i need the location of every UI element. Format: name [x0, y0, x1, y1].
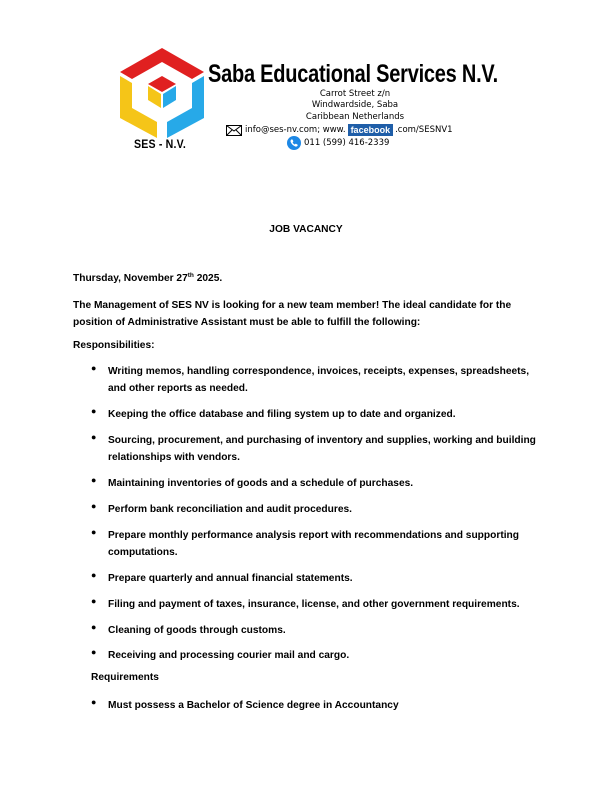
facebook-label[interactable]: facebook — [348, 124, 394, 136]
bullet-icon: ● — [91, 622, 97, 632]
bullet-icon: ● — [91, 501, 97, 511]
address-line-2: Windwardside, Saba — [311, 100, 399, 110]
list-item-text: Prepare monthly performance analysis report with recommendations and supporting computations. — [108, 530, 519, 558]
bullet-icon: ● — [91, 432, 97, 442]
list-item-text: Sourcing, procurement, and purchasing of inventory and supplies, working and building relationships with vendors. — [108, 435, 536, 463]
date-sup: th — [187, 272, 194, 279]
bullet-icon: ● — [91, 475, 97, 485]
bullet-icon: ● — [91, 406, 97, 416]
address-line-3: Caribbean Netherlands — [305, 112, 405, 122]
phone-number[interactable]: 011 (599) 416-2339 — [304, 138, 390, 148]
intro-paragraph: The Management of SES NV is looking for a new team member! The ideal candidate for the position of Administrative Assistant must be able to fulfill the following: — [73, 300, 512, 328]
bullet-icon: ● — [91, 527, 97, 537]
list-item-text: Writing memos, handling correspondence, invoices, receipts, expenses, spreadsheets, and other reports as needed. — [108, 366, 530, 394]
address-line-1: Carrot Street z/n — [319, 89, 391, 99]
list-item-text: Perform bank reconciliation and audit procedures. — [108, 504, 352, 515]
list-item-text: Must possess a Bachelor of Science degree in Accountancy — [108, 700, 399, 711]
phone-row — [287, 136, 389, 150]
responsibilities-heading: Responsibilities: — [73, 340, 155, 351]
requirements-heading: Requirements — [91, 672, 159, 683]
document-title: JOB VACANCY — [269, 224, 343, 235]
bullet-icon: ● — [91, 596, 97, 606]
document-date — [73, 272, 222, 284]
list-item-text: Filing and payment of taxes, insurance, license, and other government requirements. — [108, 599, 520, 610]
contact-row — [226, 124, 453, 136]
list-item-text: Keeping the office database and filing system up to date and organized. — [108, 409, 456, 420]
envelope-icon — [226, 125, 242, 136]
phone-icon — [287, 136, 301, 150]
list-item-text: Maintaining inventories of goods and a schedule of purchases. — [108, 478, 414, 489]
bullet-icon: ● — [91, 697, 97, 707]
date-prefix: Thursday, November 27 — [73, 273, 188, 284]
company-name: Saba Educational Services N.V. — [208, 60, 498, 88]
email-link[interactable]: info@ses-nv.com; www. — [245, 125, 346, 135]
list-item-text: Cleaning of goods through customs. — [108, 625, 286, 636]
facebook-suffix[interactable]: .com/SESNV1 — [395, 125, 453, 135]
bullet-icon: ● — [91, 647, 97, 657]
list-item-text: Receiving and processing courier mail and cargo. — [108, 650, 350, 661]
bullet-icon: ● — [91, 363, 97, 373]
date-suffix: 2025. — [193, 273, 223, 284]
logo-text: SES - N.V. — [133, 139, 187, 151]
bullet-icon: ● — [91, 570, 97, 580]
list-item-text: Prepare quarterly and annual financial statements. — [108, 573, 353, 584]
